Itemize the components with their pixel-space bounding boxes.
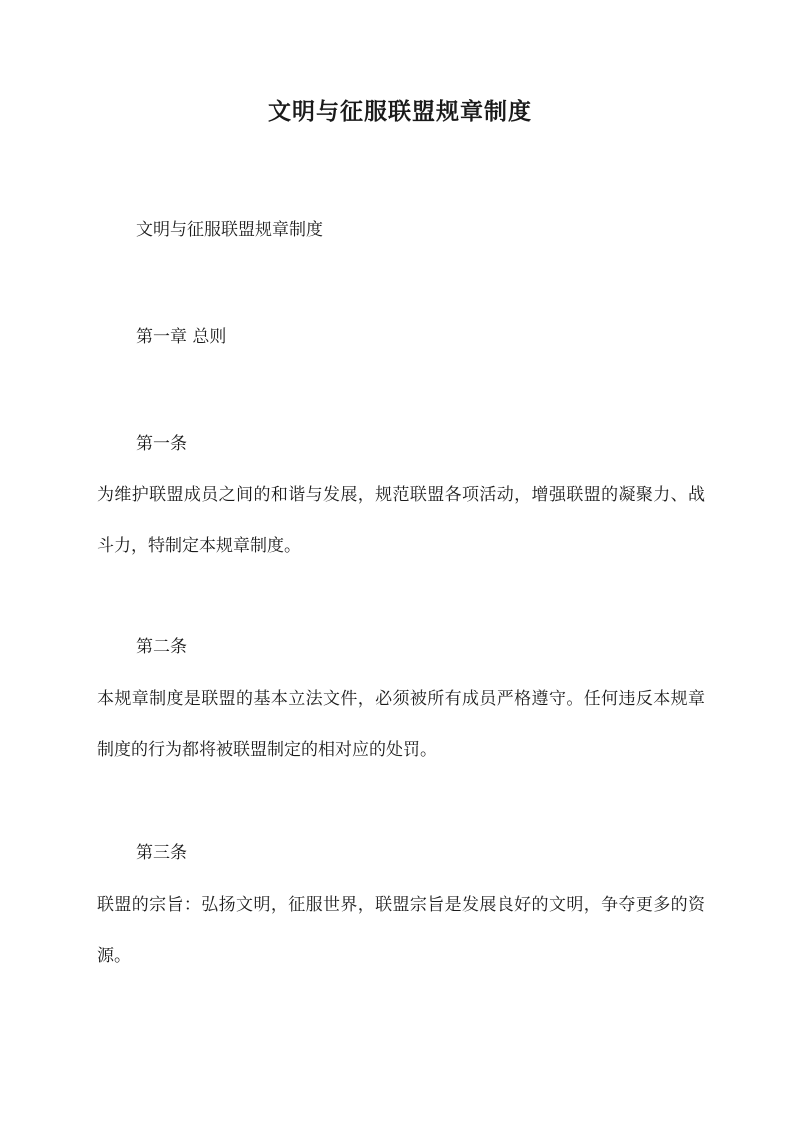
article-2-body: 本规章制度是联盟的基本立法文件，必须被所有成员严格遵守。任何违反本规章制度的行为都将被联盟制定的相对应的处罚。	[97, 689, 705, 760]
article-1-body: 为维护联盟成员之间的和谐与发展，规范联盟各项活动，增强联盟的凝聚力、战斗力，特制定本规章制度。	[97, 485, 705, 556]
article-3-heading: 第三条	[136, 843, 187, 863]
article-2-heading: 第二条	[136, 637, 187, 657]
document-title: 文明与征服联盟规章制度	[268, 98, 532, 125]
document-subtitle: 文明与征服联盟规章制度	[136, 220, 323, 240]
article-1-heading: 第一条	[136, 434, 187, 454]
chapter-heading: 第一章 总则	[136, 327, 227, 347]
article-3-body: 联盟的宗旨：弘扬文明，征服世界，联盟宗旨是发展良好的文明，争夺更多的资源。	[97, 895, 705, 966]
